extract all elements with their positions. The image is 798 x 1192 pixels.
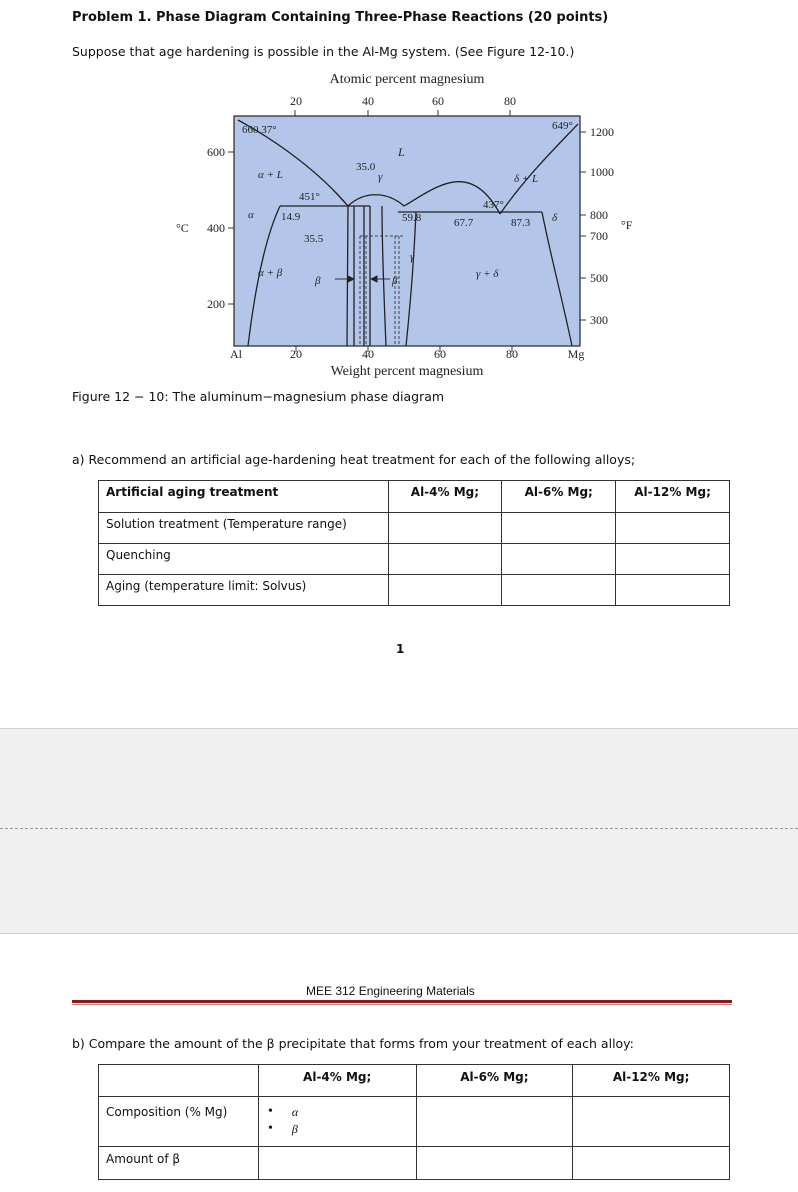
header-al-4: Al-4% Mg; — [388, 481, 502, 513]
row-label-amount: Amount of β — [99, 1147, 259, 1180]
row-label-composition: Composition (% Mg) — [99, 1097, 259, 1147]
bottom-tick-20: 20 — [290, 347, 302, 361]
part-a-prompt: a) Recommend an artificial age-hardening heat treatment for each of the following alloys; — [72, 452, 636, 467]
row-label-quenching: Quenching — [99, 544, 389, 575]
row-label-aging: Aging (temperature limit: Solvus) — [99, 575, 389, 606]
label-beta-left: β — [315, 275, 321, 287]
answer-cell[interactable] — [573, 1097, 730, 1147]
left-unit: °C — [176, 221, 189, 235]
label-437: 437° — [483, 199, 504, 211]
label-gamma-mid: γ — [410, 251, 415, 263]
label-gamma-top: γ — [378, 171, 383, 183]
bottom-tick-mg: Mg — [567, 347, 585, 361]
top-tick-60: 60 — [432, 94, 444, 108]
answer-cell[interactable] — [502, 544, 616, 575]
right-unit: °F — [621, 218, 633, 232]
left-tick-200: 200 — [207, 297, 225, 311]
page-break-gap — [0, 728, 798, 934]
label-660: 660.37° — [242, 124, 277, 136]
header-al-6: Al-6% Mg; — [502, 481, 616, 513]
label-alpha-liquid: α + L — [258, 169, 283, 181]
bottom-tick-60: 60 — [434, 347, 446, 361]
label-alpha: α — [248, 209, 254, 221]
bottom-tick-80: 80 — [506, 347, 518, 361]
aging-treatment-table — [98, 480, 730, 606]
top-tick-20: 20 — [290, 94, 302, 108]
problem-intro: Suppose that age hardening is possible in the Al-Mg system. (See Figure 12-10.) — [72, 44, 575, 59]
list-item: • α — [266, 1105, 409, 1122]
phase-list — [266, 1105, 409, 1139]
header-treatment: Artificial aging treatment — [99, 481, 389, 513]
answer-cell[interactable] — [388, 575, 502, 606]
bottom-axis-title: Weight percent magnesium — [330, 364, 484, 379]
answer-cell[interactable] — [416, 1097, 573, 1147]
page-break-dashed-line — [0, 828, 798, 829]
left-tick-400: 400 — [207, 221, 225, 235]
answer-cell[interactable] — [416, 1147, 573, 1180]
label-59-8: 59.8 — [402, 212, 422, 224]
bottom-tick-al: Al — [230, 347, 242, 361]
label-delta: δ — [552, 212, 558, 224]
right-tick-500: 500 — [590, 271, 608, 285]
header-al-12: Al-12% Mg; — [573, 1065, 730, 1097]
answer-cell[interactable] — [616, 544, 730, 575]
right-tick-1000: 1000 — [590, 165, 614, 179]
list-item: • β — [266, 1122, 409, 1139]
label-gamma-delta: γ + δ — [476, 268, 499, 280]
header-al-4: Al-4% Mg; — [258, 1065, 416, 1097]
page-number: 1 — [396, 642, 405, 656]
label-35-5: 35.5 — [304, 233, 324, 245]
top-tick-80: 80 — [504, 94, 516, 108]
label-87-3: 87.3 — [511, 217, 531, 229]
answer-cell[interactable] — [502, 513, 616, 544]
right-tick-1200: 1200 — [590, 125, 614, 139]
part-b-prompt: b) Compare the amount of the β precipitate that forms from your treatment of each alloy: — [72, 1036, 634, 1051]
table-header-row — [99, 1065, 730, 1097]
figure-caption: Figure 12 − 10: The aluminum−magnesium phase diagram — [72, 389, 445, 404]
footer-rule-thin — [72, 1004, 732, 1005]
answer-cell[interactable] — [502, 575, 616, 606]
table-row — [99, 513, 730, 544]
label-451: 451° — [299, 191, 320, 203]
answer-cell[interactable] — [258, 1147, 416, 1180]
page-footer: MEE 312 Engineering Materials — [306, 984, 475, 998]
footer-rule — [72, 1000, 732, 1003]
label-14-9: 14.9 — [281, 211, 301, 223]
header-al-12: Al-12% Mg; — [616, 481, 730, 513]
answer-cell[interactable] — [573, 1147, 730, 1180]
left-tick-600: 600 — [207, 145, 225, 159]
label-beta-right: β — [392, 275, 398, 287]
answer-cell[interactable] — [616, 575, 730, 606]
label-649: 649° — [552, 120, 573, 132]
row-label-solution: Solution treatment (Temperature range) — [99, 513, 389, 544]
label-delta-liquid: δ + L — [514, 173, 539, 185]
phase-diagram — [170, 68, 640, 383]
beta-amount-table — [98, 1064, 730, 1180]
top-axis-title: Atomic percent magnesium — [329, 72, 485, 87]
right-tick-300: 300 — [590, 313, 608, 327]
table-row — [99, 1147, 730, 1180]
header-empty — [99, 1065, 259, 1097]
answer-cell[interactable] — [388, 544, 502, 575]
problem-title: Problem 1. Phase Diagram Containing Three-Phase Reactions (20 points) — [72, 10, 609, 25]
answer-cell[interactable] — [388, 513, 502, 544]
table-row — [99, 1097, 730, 1147]
label-35-0: 35.0 — [356, 161, 376, 173]
answer-cell[interactable] — [616, 513, 730, 544]
label-liquid: L — [398, 145, 405, 159]
right-tick-800: 800 — [590, 208, 608, 222]
header-al-6: Al-6% Mg; — [416, 1065, 573, 1097]
table-row — [99, 575, 730, 606]
top-tick-40: 40 — [362, 94, 374, 108]
label-alpha-beta: α + β — [258, 267, 283, 279]
answer-cell[interactable] — [258, 1097, 416, 1147]
right-tick-700: 700 — [590, 229, 608, 243]
table-header-row — [99, 481, 730, 513]
table-row — [99, 544, 730, 575]
label-67-7: 67.7 — [454, 217, 474, 229]
bottom-tick-40: 40 — [362, 347, 374, 361]
